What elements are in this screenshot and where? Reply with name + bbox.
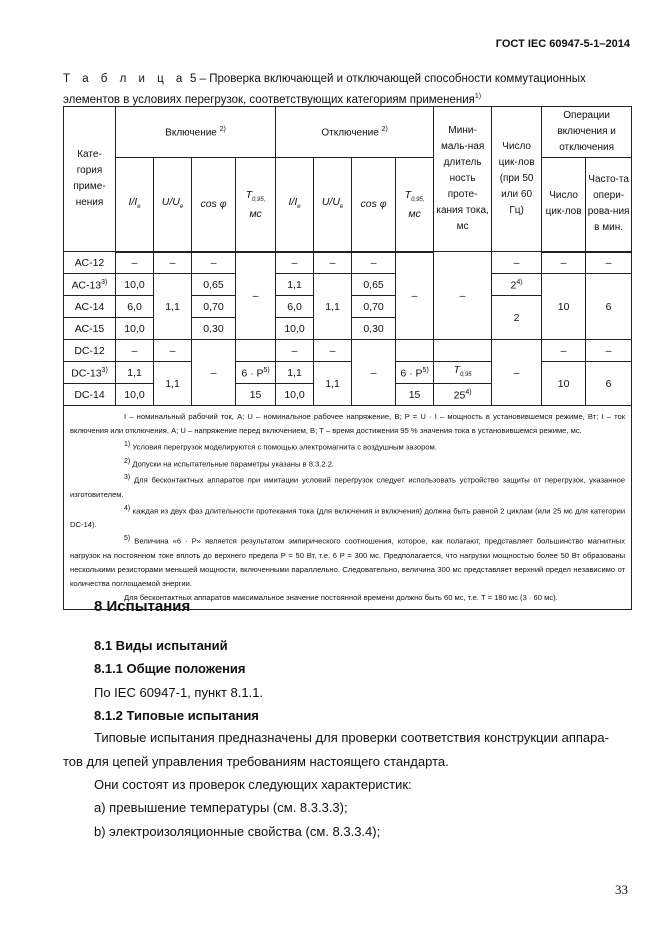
sub-make-u: $U/U_e$ (154, 158, 192, 252)
note-1: $^{1)}$ Условия перегрузок моделируются с помощью электромагнита с воздушным зазором. (124, 441, 437, 452)
table-row: АС-15 10,0 0,30 10,0 0,30 (64, 318, 632, 340)
note-4: $^{4)}$ каждая из двух фаз длительности протекания тока (для включения и включения) должна быть равной 2 циклам (или 25 мс для категории DC-14). (70, 504, 626, 530)
header-num-cycles: Число цик-лов (при 50 или 60 Гц) (492, 107, 542, 252)
table-notes (64, 406, 632, 610)
header-min-duration: Мини-маль-ная длитель ность проте-кания тока, мс (434, 107, 492, 252)
table-row: DC-12 – – – – – – – – – (64, 340, 632, 362)
note-2: $^{2)}$ Допуски на испытательные параметры указаны в 8.3.2.2. (124, 457, 335, 469)
section-8-1-1-text: По IEC 60947-1, пункт 8.1.1. (94, 685, 264, 700)
sub-break-cos: cos φ (352, 158, 396, 252)
header-operations: Операции включения и отключения (542, 107, 632, 158)
sub-make-t: $T_{0,95,}$ мс (236, 158, 276, 252)
table-notes-row (64, 406, 632, 610)
sub-break-u: $U/U_e$ (314, 158, 352, 252)
table-row: АС-13$^{3)}$ 10,0 1,1 0,65 1,1 1,1 0,65 2$^{4)}$ 10 6 (64, 274, 632, 296)
table-row: DC-14 10,0 15 10,0 15 25$^{4)}$ (64, 384, 632, 406)
header-make: Включение $^{2)}$ (116, 107, 276, 158)
table-label: Т а б л и ц а (63, 73, 187, 85)
header-category: Кате-гория приме-нения (64, 107, 116, 252)
sub-make-i: $I/I_e$ (116, 158, 154, 252)
document-header: ГОСТ IEC 60947-5-1–2014 (495, 38, 630, 50)
note-5: $^{5)}$ Величина «6 · P» является результатом эмпирического соотношения, которое, как полагают, представляет большинство магнитных нагрузок на постоянном токе вплоть до верхнего предела P = 50 Вт, т.е. 6 P = 300 мс. Предполагается, что нагрузки мощностью более 50 Вт образованы несколькими резисторами меньшей мощности, включенными параллельно. Следовательно, величина 300 мс представляет верхний предел независимо от количества поглощаемой энергии. (70, 535, 626, 588)
table-number: 5 (190, 73, 197, 85)
table-row: АС-12 – – – – – – – – – – – – (64, 252, 632, 274)
paragraph-line-2: тов для цепей управления требованиям настоящего стандарта. (63, 754, 449, 769)
overload-test-table (63, 106, 632, 610)
list-item-b: b) электроизоляционные свойства (см. 8.3.3.4); (94, 824, 381, 839)
page-number: 33 (615, 882, 628, 897)
note-3: $^{3)}$ Для бесконтактных аппаратов при имитации условий перегрузок следует использовать устройство защиты от перегрузок, указанное изготовителем. (70, 474, 626, 499)
paragraph-line-1: Типовые испытания предназначены для проверки соответствия конструкции аппара- (94, 730, 609, 745)
paragraph-3: Они состоят из проверок следующих характеристик: (94, 777, 412, 792)
table-title: – Проверка включающей и отключающей способности коммутационных элементов в условиях перегрузок, соответствующих категориям применения (63, 73, 586, 106)
header-break: Отключение $^{2)}$ (276, 107, 434, 158)
section-8-1-heading: 8.1 Виды испытаний (94, 638, 228, 653)
section-8-1-1-heading: 8.1.1 Общие положения (94, 661, 246, 676)
table-caption (63, 71, 631, 109)
sub-break-i: $I/I_e$ (276, 158, 314, 252)
sub-make-cos: cos φ (192, 158, 236, 252)
table-row: АС-14 6,0 0,70 6,0 0,70 2 (64, 296, 632, 318)
section-8-1-2-heading: 8.1.2 Типовые испытания (94, 708, 259, 723)
list-item-a: a) превышение температуры (см. 8.3.3.3); (94, 800, 348, 815)
section-8-heading: 8 Испытания (94, 598, 191, 615)
note-6: Для бесконтактных аппаратов максимальное значение постоянной времени должно быть 60 мс, т.е. T = 180 мс (3 · 60 мс). (124, 592, 558, 602)
table-row: DC-13$^{3)}$ 1,1 1,1 $6 \cdot P^{5)}$ 1,1 1,1 $6 \cdot P^{5)}$ $T_{0,95}$ 10 6 (64, 362, 632, 384)
sub-break-t: $T_{0,95,}$ мс (396, 158, 434, 252)
note-definitions: I – номинальный рабочий ток, А; U – номинальное рабочее напряжение, В; P = U · I – мощность в установившемся режиме, Вт; I – ток включения или отключения, А; U – напряжение перед включением, В; T – время достижения 95 % значения тока в установившемся режиме, мс. (70, 412, 626, 436)
caption-footnote-ref: 1) (474, 93, 482, 100)
sub-ops-count: Число цик-лов (542, 158, 586, 252)
sub-ops-freq: Часто-та опери-рова-ния в мин. (586, 158, 632, 252)
